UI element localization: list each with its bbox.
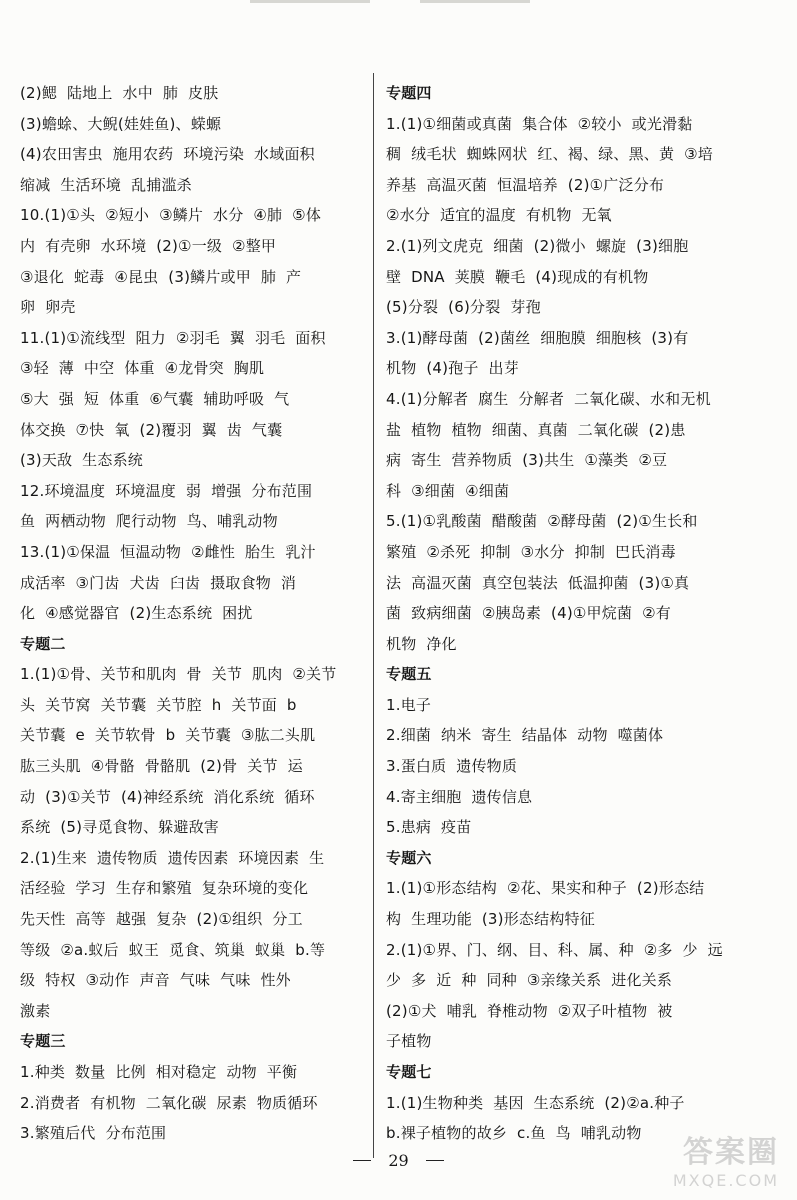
right-answer-line: 机物 净化: [386, 634, 457, 653]
right-answer-line: 养基 高温灭菌 恒温培养 (2)①广泛分布: [386, 175, 665, 194]
right-answer-line: ②水分 适宜的温度 有机物 无氧: [386, 206, 612, 225]
left-answer-line: (4)农田害虫 施用农药 环境污染 水域面积: [20, 145, 315, 164]
left-answer-line: 12.环境温度 环境温度 弱 增强 分布范围: [20, 481, 313, 500]
left-answer-line: (3)蟾蜍、大鲵(娃娃鱼)、蝾螈: [20, 114, 222, 133]
left-answer-line: (3)天敌 生态系统: [20, 451, 143, 470]
footer-dash-left: [353, 1160, 371, 1161]
page-number: 29: [388, 1151, 409, 1170]
right-answer-line: 3.蛋白质 遗传物质: [386, 757, 518, 776]
column-divider: [373, 73, 374, 1158]
right-section-heading: 专题六: [386, 848, 432, 867]
right-answer-line: (5)分裂 (6)分裂 芽孢: [386, 298, 541, 317]
top-edge-mark: [420, 0, 530, 3]
left-answer-column: [20, 78, 368, 1149]
left-section-heading: 专题二: [20, 634, 66, 653]
left-answer-line: 成活率 ③门齿 犬齿 臼齿 摄取食物 消: [20, 573, 297, 592]
right-answer-line: 2.细菌 纳米 寄生 结晶体 动物 噬菌体: [386, 726, 664, 745]
left-answer-line: 头 关节窝 关节囊 关节腔 h 关节面 b: [20, 695, 297, 714]
right-answer-line: 机物 (4)孢子 出芽: [386, 359, 519, 378]
left-answer-line: 11.(1)①流线型 阻力 ②羽毛 翼 羽毛 面积: [20, 328, 326, 347]
watermark-title: 答案圈: [683, 1135, 779, 1170]
left-answer-line: 激素: [20, 1001, 51, 1020]
left-section-heading: 专题三: [20, 1032, 66, 1051]
right-answer-line: 1.(1)①细菌或真菌 集合体 ②较小 或光滑黏: [386, 114, 693, 133]
left-answer-line: 等级 ②a.蚁后 蚁王 觅食、筑巢 蚁巢 b.等: [20, 940, 326, 959]
right-answer-line: 3.(1)酵母菌 (2)菌丝 细胞膜 细胞核 (3)有: [386, 328, 689, 347]
right-answer-line: 2.(1)①界、门、纲、目、科、属、种 ②多 少 远: [386, 940, 723, 959]
top-edge-mark: [250, 0, 370, 3]
left-answer-line: ③轻 薄 中空 体重 ④龙骨突 胸肌: [20, 359, 265, 378]
right-answer-column: [386, 78, 758, 1149]
site-watermark: [673, 1127, 779, 1190]
left-answer-line: ③退化 蛇毒 ④昆虫 (3)鳞片或甲 肺 产: [20, 267, 302, 286]
right-answer-line: (2)①犬 哺乳 脊椎动物 ②双子叶植物 被: [386, 1001, 673, 1020]
right-answer-line: 法 高温灭菌 真空包装法 低温抑菌 (3)①真: [386, 573, 690, 592]
left-answer-line: 动 (3)①关节 (4)神经系统 消化系统 循环: [20, 787, 315, 806]
right-answer-line: 繁殖 ②杀死 抑制 ③水分 抑制 巴氏消毒: [386, 542, 676, 561]
left-answer-line: 10.(1)①头 ②短小 ③鳞片 水分 ④肺 ⑤体: [20, 206, 322, 225]
right-section-heading: 专题四: [386, 84, 432, 102]
right-answer-line: 少 多 近 种 同种 ③亲缘关系 进化关系: [386, 971, 673, 990]
right-answer-line: 2.(1)列文虎克 细菌 (2)微小 螺旋 (3)细胞: [386, 236, 689, 255]
left-answer-line: 1.(1)①骨、关节和肌肉 骨 关节 肌肉 ②关节: [20, 665, 337, 684]
right-answer-line: 壁 DNA 荚膜 鞭毛 (4)现成的有机物: [386, 267, 649, 286]
left-answer-line: 缩减 生活环境 乱捕滥杀: [20, 175, 192, 194]
left-answer-line: 鱼 两栖动物 爬行动物 鸟、哺乳动物: [20, 512, 278, 531]
right-answer-line: 科 ③细菌 ④细菌: [386, 481, 510, 500]
right-answer-line: 菌 致病细菌 ②胰岛素 (4)①甲烷菌 ②有: [386, 604, 671, 623]
right-answer-line: 4.寄主细胞 遗传信息: [386, 787, 533, 806]
right-answer-line: b.裸子植物的故乡 c.鱼 鸟 哺乳动物: [386, 1124, 642, 1143]
right-answer-line: 5.患病 疫苗: [386, 818, 472, 837]
left-answer-line: ⑤大 强 短 体重 ⑥气囊 辅助呼吸 气: [20, 389, 290, 408]
right-answer-line: 构 生理功能 (3)形态结构特征: [386, 910, 595, 929]
left-answer-line: 体交换 ⑦快 氧 (2)覆羽 翼 齿 气囊: [20, 420, 283, 439]
right-answer-line: 1.(1)生物种类 基因 生态系统 (2)②a.种子: [386, 1093, 685, 1112]
watermark-url: MXQE.COM: [672, 1171, 779, 1190]
right-answer-line: 1.(1)①形态结构 ②花、果实和种子 (2)形态结: [386, 879, 705, 898]
left-answer-line: 先天性 高等 越强 复杂 (2)①组织 分工: [20, 910, 303, 929]
left-answer-line: (2)鳃 陆地上 水中 肺 皮肤: [20, 84, 219, 102]
left-answer-line: 活经验 学习 生存和繁殖 复杂环境的变化: [20, 879, 309, 898]
right-answer-line: 子植物: [386, 1032, 432, 1051]
left-answer-line: 3.繁殖后代 分布范围: [20, 1124, 167, 1143]
right-answer-line: 病 寄生 营养物质 (3)共生 ①藻类 ②豆: [386, 451, 668, 470]
left-answer-line: 13.(1)①保温 恒温动物 ②雌性 胎生 乳汁: [20, 542, 316, 561]
right-answer-line: 5.(1)①乳酸菌 醋酸菌 ②酵母菌 (2)①生长和: [386, 512, 698, 531]
right-section-heading: 专题五: [386, 665, 432, 684]
left-answer-line: 卵 卵壳: [20, 298, 76, 317]
footer-dash-right: [426, 1160, 444, 1161]
right-answer-line: 稠 绒毛状 蜘蛛网状 红、褐、绿、黑、黄 ③培: [386, 145, 713, 164]
right-section-heading: 专题七: [386, 1063, 432, 1081]
left-answer-line: 内 有壳卵 水环境 (2)①一级 ②整甲: [20, 236, 277, 255]
right-answer-line: 4.(1)分解者 腐生 分解者 二氧化碳、水和无机: [386, 389, 711, 408]
left-answer-line: 1.种类 数量 比例 相对稳定 动物 平衡: [20, 1063, 298, 1081]
right-answer-line: 1.电子: [386, 695, 432, 714]
left-answer-line: 级 特权 ③动作 声音 气味 气味 性外: [20, 971, 291, 990]
left-answer-line: 2.消费者 有机物 二氧化碳 尿素 物质循环: [20, 1093, 318, 1112]
page-top-edge: [0, 0, 797, 60]
left-answer-line: 肱三头肌 ④骨骼 骨骼肌 (2)骨 关节 运: [20, 757, 303, 776]
left-answer-line: 化 ④感觉器官 (2)生态系统 困扰: [20, 604, 253, 623]
right-answer-line: 盐 植物 植物 细菌、真菌 二氧化碳 (2)患: [386, 420, 686, 439]
left-answer-line: 系统 (5)寻觅食物、躲避敌害: [20, 818, 219, 837]
left-answer-line: 2.(1)生来 遗传物质 遗传因素 环境因素 生: [20, 848, 325, 867]
left-answer-line: 关节囊 e 关节软骨 b 关节囊 ③肱二头肌: [20, 726, 316, 745]
